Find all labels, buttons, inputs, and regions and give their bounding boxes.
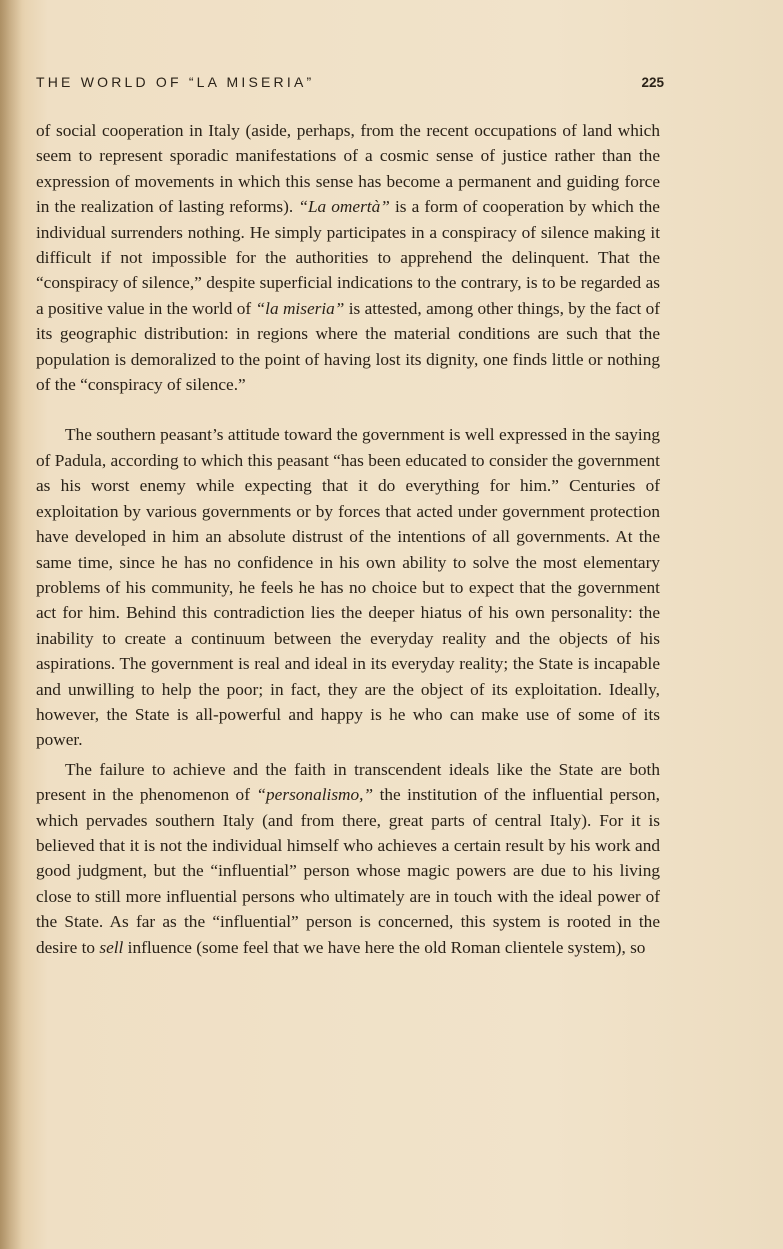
- text-segment: of social cooperation in Italy (aside, perhaps, from the recent occupations of land which seem to represent sporadic manifestations of a cosmic sense of justice rather than the expression of movements in which this sense has become a permanent and guiding force in the realization of lasting reforms).: [36, 121, 660, 217]
- text-segment: influence (some feel that we have here the old Roman clientele system), so: [123, 937, 646, 957]
- running-title: THE WORLD OF “LA MISERIA”: [36, 74, 315, 90]
- text-segment: The failure to achieve and the faith in transcendent ideals like the State are both present in the phenomenon of: [36, 759, 660, 805]
- text-segment: is a form of cooperation by which the individual surrenders nothing. He simply participates in a conspiracy of silence making it difficult if not impossible for the authorities to apprehend the delinquent. That the “conspiracy of silence,” despite superficial indications to the contrary, is to be regarded as a positive value in the world of: [36, 197, 660, 318]
- italic-term: “La omertà”: [298, 197, 390, 217]
- text-segment: the institution of the influential person, which pervades southern Italy (and from there, great parts of central Italy). For it is believed that it is not the individual himself who achieves a certain result by his work and good judgment, but the “influential” person whose magic powers are due to his living close to still more influential persons who ultimately are in touch with the ideal power of the State. As far as the “influential” person is concerned, this system is rooted in the desire to: [36, 785, 660, 957]
- text-segment: is attested, among other things, by the fact of its geographic distribution: in regions where the material conditions are such that the population is demoralized to the point of having lost its dignity, one finds little or nothing of the “conspiracy of silence.”: [36, 298, 660, 395]
- text-segment: The southern peasant’s attitude toward the government is well expressed in the saying of Padula, according to which this peasant “has been educated to consider the government as his worst enemy while expecting that it do everything for him.” Centuries of exploitation by various governments or by forces that acted under government protection have developed in him an absolute distrust of the intentions of all governments. At the same time, since he has no confidence in his own ability to solve the most elementary problems of his community, he feels he has no choice but to expect that the government act for him. Behind this contradiction lies the deeper hiatus of his own personality: the inability to create a continuum between the everyday reality and the objects of his aspirations. The government is real and ideal in its everyday reality; the State is incapable and unwilling to help the poor; in fact, they are the object of its exploitation. Ideally, however, the State is all-powerful and happy is he who can make use of some of its power.: [36, 425, 660, 750]
- paragraph-2: [36, 422, 660, 752]
- page-spine-shadow: [0, 0, 22, 1249]
- body-text: [36, 118, 660, 960]
- italic-term: “personalismo,”: [256, 785, 374, 805]
- paragraph-3: [36, 757, 660, 960]
- paragraph-1: [36, 118, 660, 397]
- running-head: [36, 74, 664, 94]
- page-number: 225: [641, 75, 664, 90]
- italic-term: sell: [99, 937, 124, 957]
- italic-term: “la miseria”: [255, 298, 345, 318]
